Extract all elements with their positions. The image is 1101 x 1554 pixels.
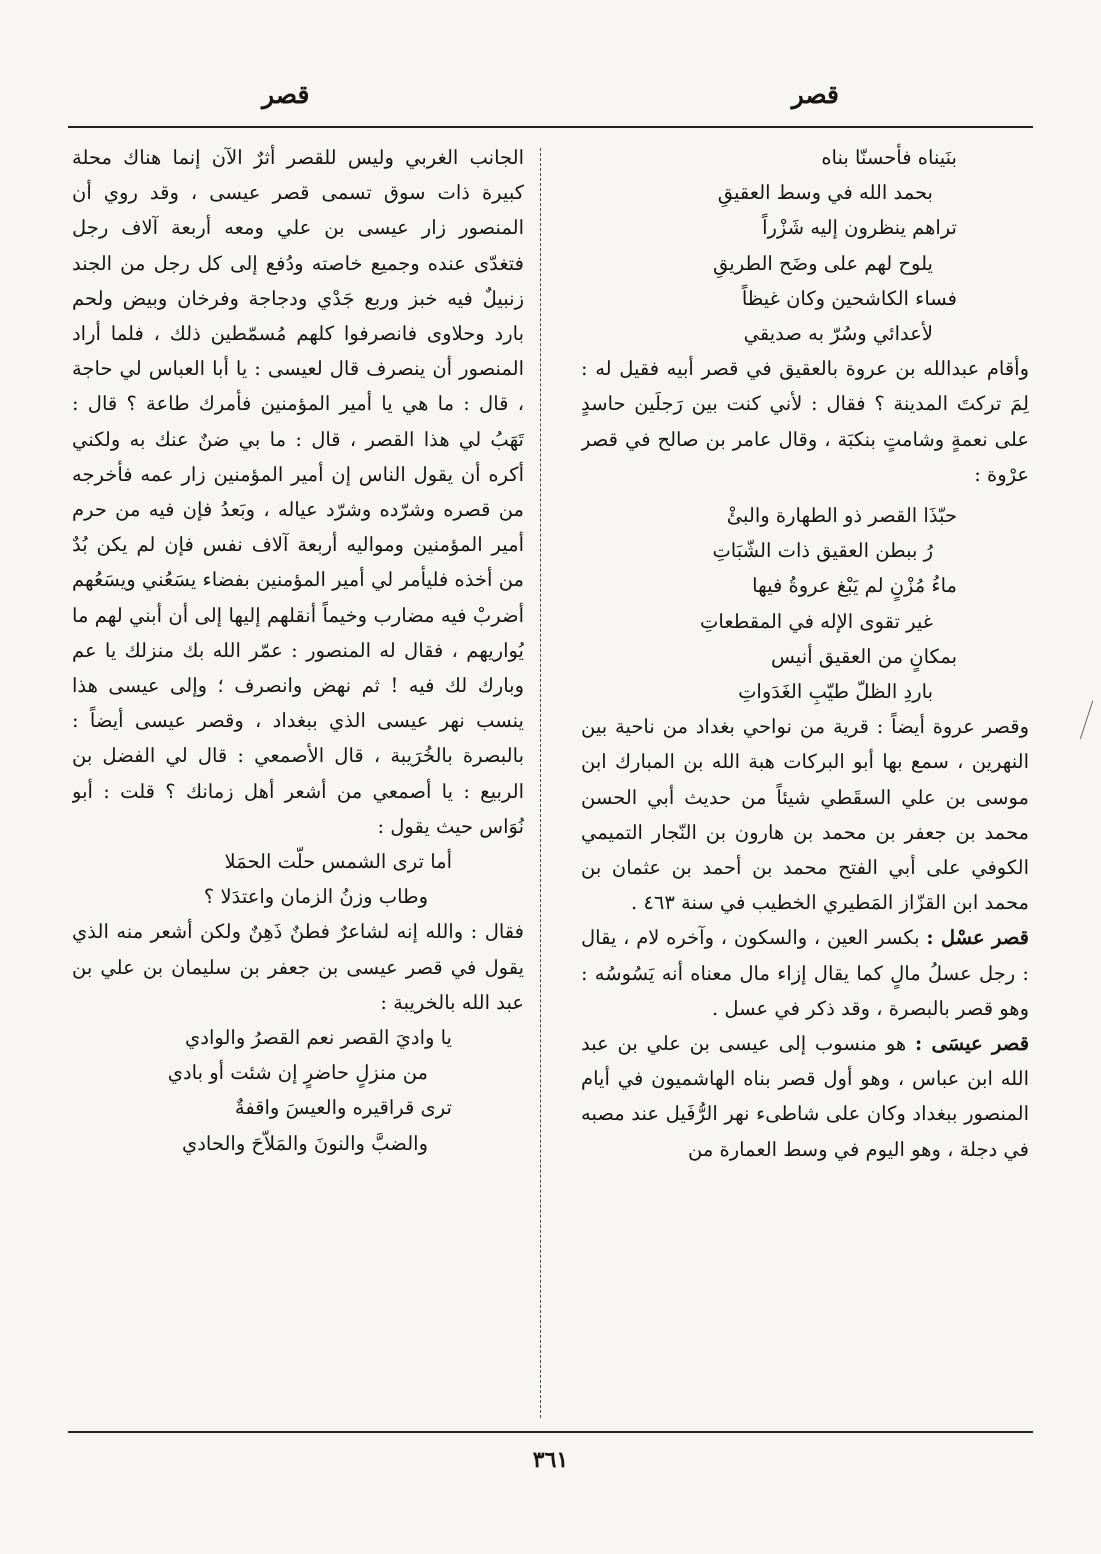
entry-qasr-asl	[581, 920, 1029, 1026]
verse-line: غير تقوى الإله في المقطعاتِ	[700, 609, 933, 633]
footer-rule	[68, 1431, 1033, 1433]
poem-khuraiba	[72, 1020, 524, 1161]
running-header-left: قصر	[262, 80, 310, 109]
verse-line: بحمد الله في وسط العقيقِ	[717, 181, 933, 205]
poem-qasr-urwa	[581, 140, 1029, 351]
verse-line: لأعدائي وسُرّ به صديقي	[743, 322, 933, 346]
verse-line: بمكانٍ من العقيق أنيس	[771, 644, 957, 668]
left-column	[72, 140, 524, 1425]
verse-line: يا واديَ القصر نعم القصرُ والوادي	[185, 1026, 452, 1050]
verse-line: تراهم ينظرون إليه شَزْراً	[762, 216, 957, 240]
verse-line: يلوح لهم على وضَح الطريقِ	[713, 251, 933, 275]
column-divider	[540, 148, 541, 1418]
header-rule	[68, 126, 1033, 128]
entry-headword: قصر عسْل :	[926, 926, 1029, 950]
right-column	[581, 140, 1029, 1425]
verse-line: من منزلٍ حاضرٍ إن شئت أو بادي	[167, 1061, 428, 1085]
verse-line: بنَيناه فأحسنّا بناه	[821, 146, 957, 169]
poem-amir-bin-salih	[581, 498, 1029, 709]
paragraph: فقال : والله إنه لشاعرٌ فطنٌ ذَهِنٌ ولكن أشعر منه الذي يقول في قصر عيسى بن جعفر بن سليمان بن علي بن عبد الله بالخريبة :	[72, 920, 524, 1014]
verse-line: فساء الكاشحين وكان غيظاً	[741, 286, 957, 310]
poem-abu-nuwas	[72, 844, 524, 914]
paragraph: الجانب الغربي وليس للقصر أثرٌ الآن إنما هناك محلة كبيرة ذات سوق تسمى قصر عيسى ، وقد روي أن المنصور زار عيسى بن علي ومعه أربعة آلاف رجل فتغدّى عنده وجميع خاصته ودُفع إلى كل رجل من الجند زنبيلٌ فيه خبز وربع جَدْي ودجاجة وفرخان وبيض ولحم بارد وحلاوى فانصرفوا كلهم مُسمّطين ذلك ، فلما أراد المنصور أن ينصرف قال لعيسى : يا أبا العباس لي حاجة ، قال : ما هي يا أمير المؤمنين فأمرك طاعة ؟ قال : تَهَبُ لي هذا القصر ، قال : ما بي ضنٌ عنك به ولكني أكره أن يقول الناس إن أمير المؤمنين زار عمه فأخرجه من قصره وشرّده وشرّد عياله ، وبَعدُ فإن فيه من حرم أمير المؤمنين ومواليه أربعة آلاف نفس فإن لم يكن بُدٌ من أخذه فليأمر لي أمير المؤمنين بفضاء يسَعُني ويسَعُهم أضربْ فيه مضارب وخيماً أنقلهم إليها إلى أن أبني لهم ما يُواريهم ، فقال له المنصور : عمّر الله بك منزلك يا عم وبارك لك فيه ! ثم نهض وانصرف ؛ وإلى عيسى هذا ينسب نهر عيسى الذي ببغداد ، وقصر عيسى أيضاً : بالبصرة بالخُرَيبة ، قال الأصمعي : قال لي الفضل بن الربيع : يا أصمعي من أشعر أهل زمانك ؟ قلت : أبو نُوَاس حيث يقول :	[72, 146, 524, 838]
verse-line: أما ترى الشمس حلّت الحمَلا	[224, 850, 452, 874]
paragraph: وقصر عروة أيضاً : قرية من نواحي بغداد من ناحية بين النهرين ، سمع بها أبو البركات هبة الله بن المبارك ابن موسى بن علي السقَطي شيئاً من حديث أبي الحسن محمد بن جعفر بن محمد بن هارون بن النّجار التميمي الكوفي على أبي الفتح محمد بن أحمد بن عثمان بن محمد ابن القزّاز المَطيري الخطيب في سنة ٤٦٣ .	[581, 715, 1029, 915]
verse-line: ماءُ مُزْنٍ لم يَبْغ عروةُ فيها	[752, 574, 957, 598]
paragraph: وأقام عبدالله بن عروة بالعقيق في قصر أبيه فقيل له : لِمَ تركتَ المدينة ؟ فقال : لأني كنت بين رَجلَين حاسدٍ على نعمةٍ وشامتٍ بنكبَة ، وقال عامر بن صالح في قصر عرْوة :	[581, 357, 1029, 486]
entry-qasr-isa	[581, 1026, 1029, 1167]
verse-line: وطاب وزنُ الزمان واعتدَلا ؟	[203, 885, 428, 909]
verse-line: حبّذَا القصر ذو الطهارة والبئْ	[726, 504, 957, 528]
verse-line: باردِ الظلّ طيّبِ الغَدَواتِ	[738, 680, 933, 704]
verse-line: والضبَّ والنونَ والمَلاّحَ والحادي	[181, 1131, 428, 1155]
margin-mark	[1080, 701, 1093, 739]
entry-body: بكسر العين ، والسكون ، وآخره لام ، يقال : رجل عسلُ مالٍ كما يقال إزاء مال معناه أنه يَسُوسُه : وهو قصر بالبصرة ، وقد ذكر في عسل .	[581, 926, 1029, 1020]
entry-headword: قصر عيسَى :	[914, 1032, 1029, 1056]
page-number: ٣٦١	[532, 1447, 569, 1473]
entry-body: هو منسوب إلى عيسى بن علي بن عبد الله ابن عباس ، وهو أول قصر بناه الهاشميون في أيام المنصور ببغداد وكان على شاطىء نهر الرُّفَيل عند مصبه في دجلة ، وهو اليوم في وسط العمارة من	[581, 1032, 1029, 1161]
verse-line: ترى قراقيره والعيسَ واقفةٌ	[234, 1096, 452, 1120]
running-header-right: قصر	[791, 80, 839, 109]
verse-line: رُ ببطن العقيق ذات الشّبَاتِ	[712, 539, 933, 563]
